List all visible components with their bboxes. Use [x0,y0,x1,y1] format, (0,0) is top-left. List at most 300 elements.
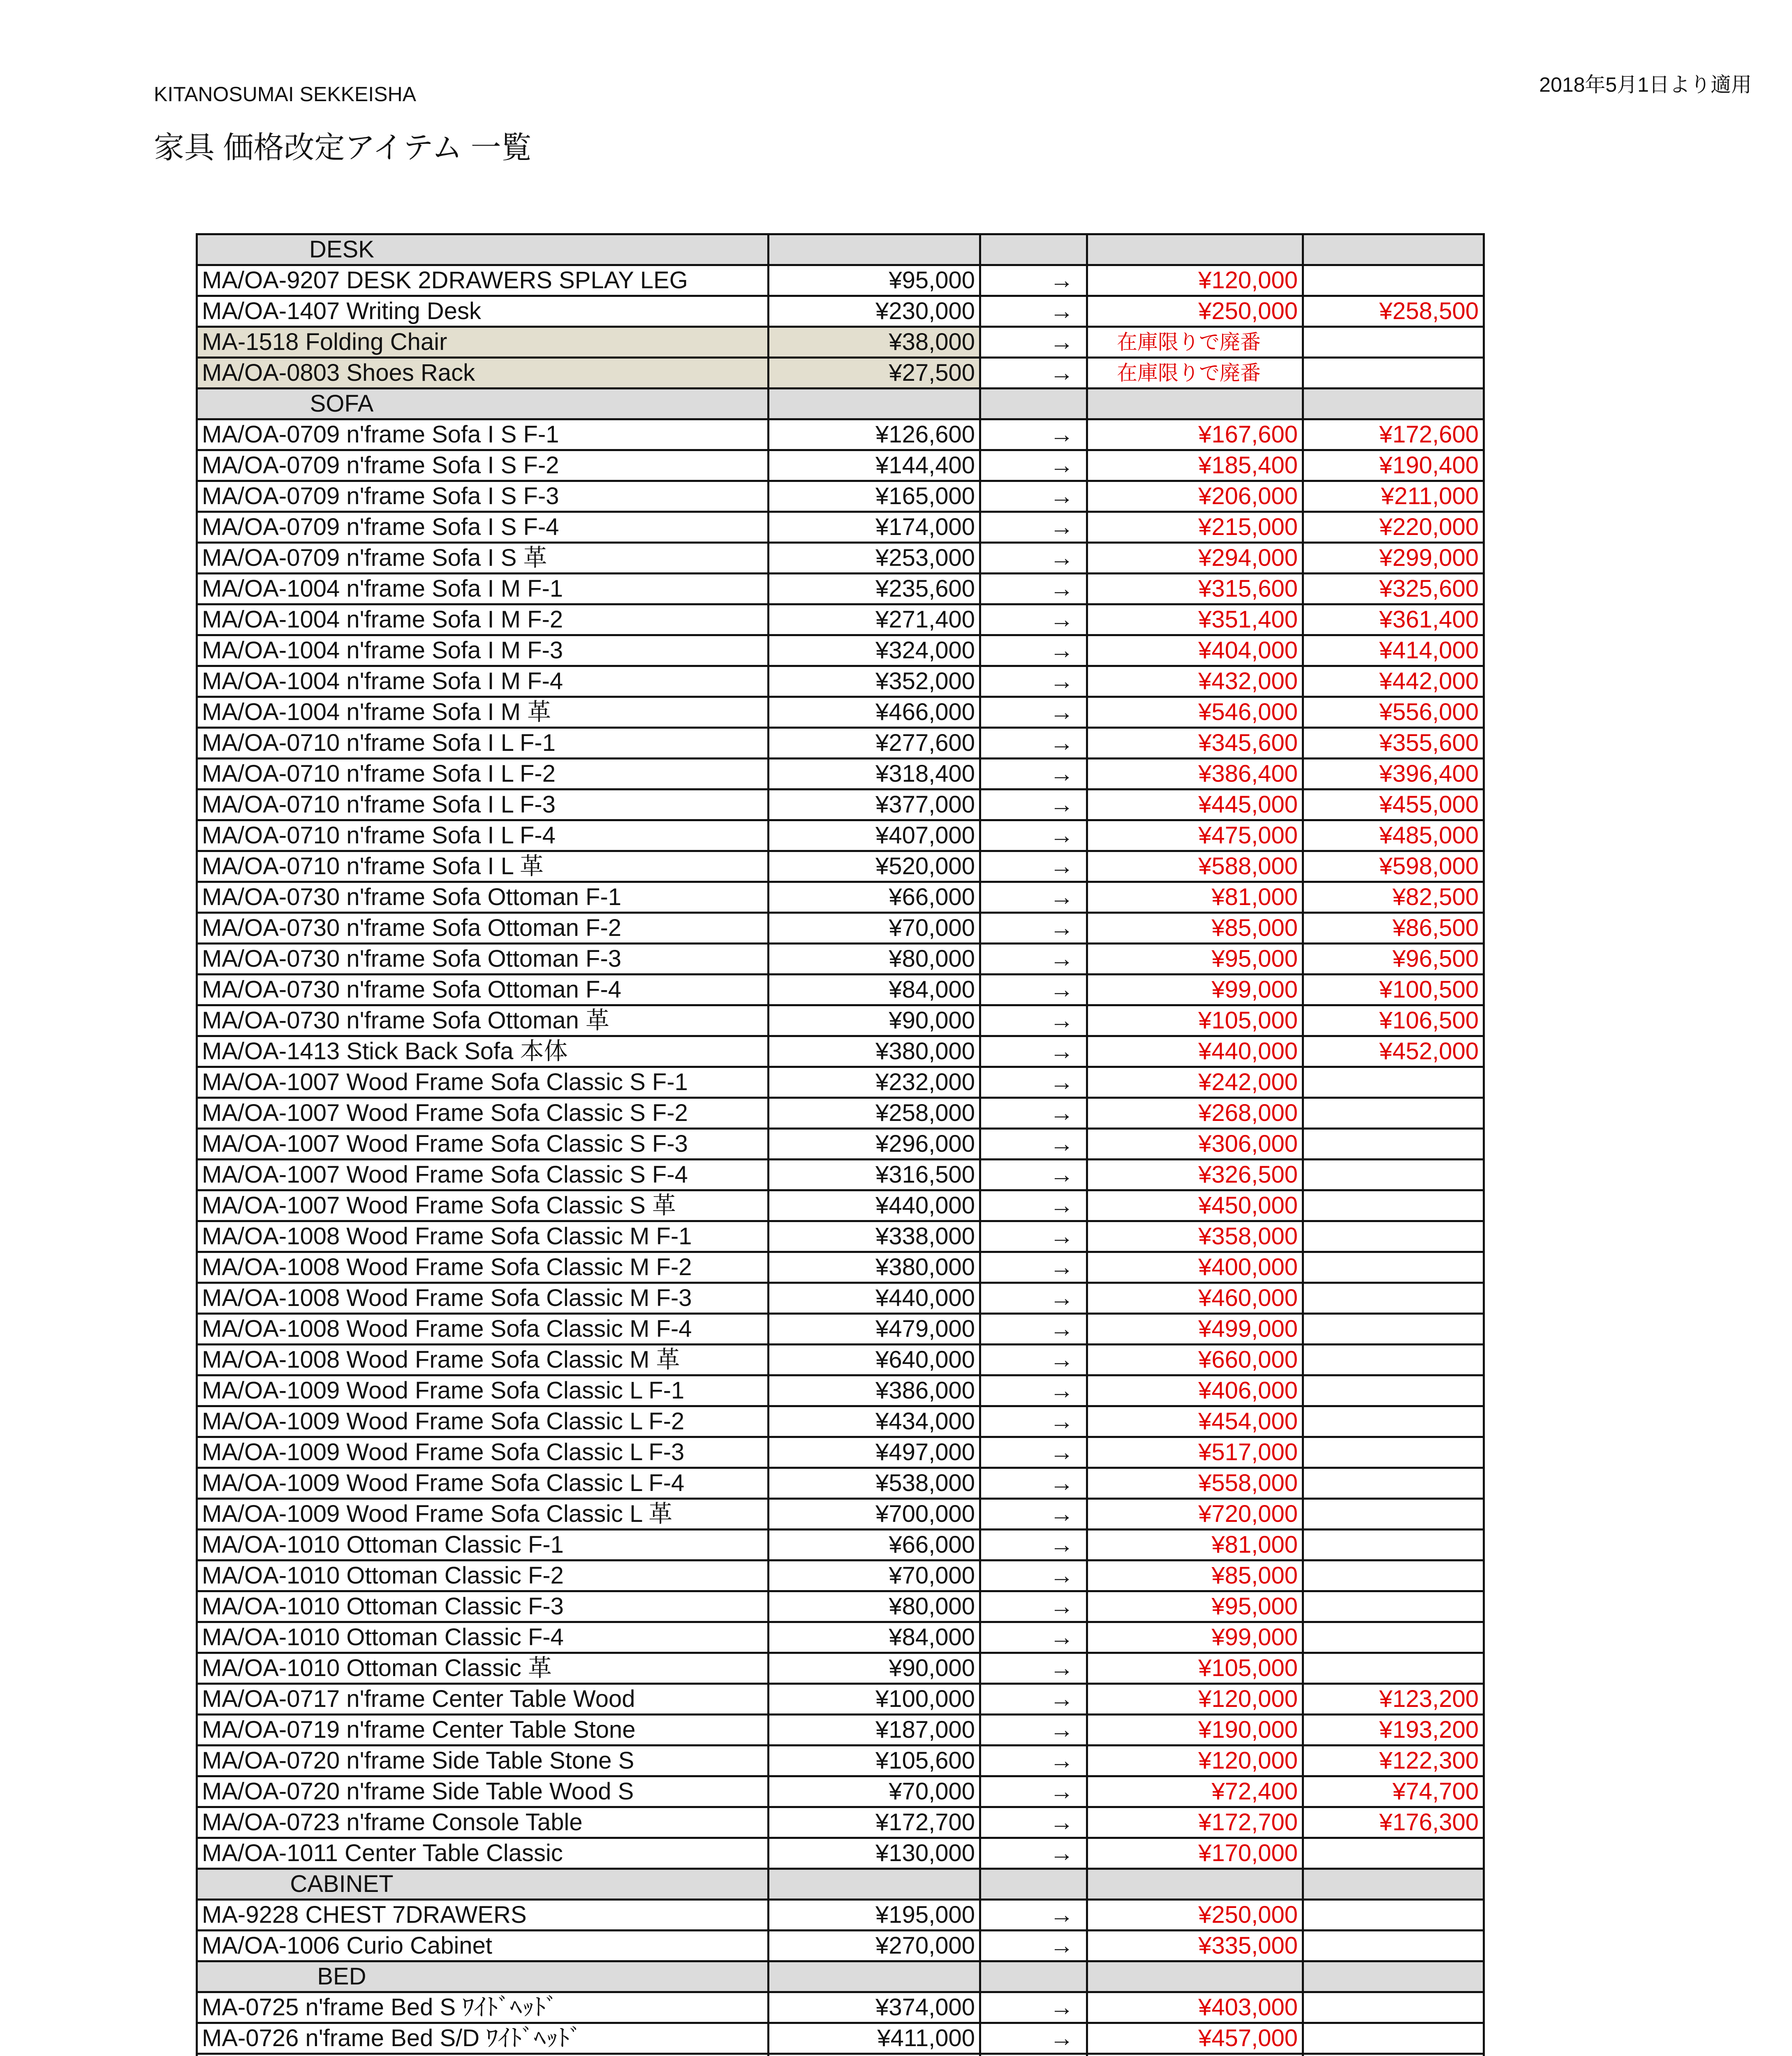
new-price: ¥72,400 [1087,1776,1303,1807]
current-price: ¥377,000 [769,790,980,820]
new-price: ¥358,000 [1087,1221,1303,1252]
new-price: ¥445,000 [1087,790,1303,820]
table-row [197,2054,1484,2056]
item-name: MA/OA-1010 Ottoman Classic F-2 [197,1561,769,1591]
current-price: ¥105,600 [769,1746,980,1776]
arrow-cell: → [980,1807,1087,1838]
arrow-cell: → [980,1530,1087,1561]
table-row [197,635,1484,666]
item-name: MA-0725 n'frame Bed S ﾜｲﾄﾞﾍｯﾄﾞ [197,1992,769,2023]
current-price: ¥318,400 [769,759,980,790]
arrow-cell: → [980,1746,1087,1776]
item-name: MA/OA-0730 n'frame Sofa Ottoman F-3 [197,944,769,975]
table-row [197,296,1484,327]
current-price: ¥520,000 [769,851,980,882]
item-name: MA/OA-0709 n'frame Sofa I S F-4 [197,512,769,543]
new-price-alt [1303,1468,1484,1499]
price-table-body [197,234,1484,2056]
item-name: MA/OA-1008 Wood Frame Sofa Classic M 革 [197,1345,769,1375]
new-price: ¥558,000 [1087,1468,1303,1499]
new-price-alt [1303,1622,1484,1653]
new-price-alt [1303,1067,1484,1098]
new-price-alt: ¥82,500 [1303,882,1484,913]
table-row [197,697,1484,728]
section-empty-cell [769,389,980,419]
new-price-alt: ¥325,600 [1303,574,1484,604]
new-price: ¥215,000 [1087,512,1303,543]
new-price-alt [1303,1591,1484,1622]
table-row [197,512,1484,543]
item-name: MA/OA-1007 Wood Frame Sofa Classic S F-3 [197,1129,769,1160]
new-price: ¥185,400 [1087,450,1303,481]
item-name: MA/OA-1413 Stick Back Sofa 本体 [197,1036,769,1067]
table-row [197,574,1484,604]
arrow-cell: → [980,1499,1087,1530]
arrow-cell: → [980,697,1087,728]
current-price: ¥380,000 [769,1036,980,1067]
table-row [197,1437,1484,1468]
section-empty-cell [1087,1961,1303,1992]
new-price: ¥588,000 [1087,851,1303,882]
item-name: MA/OA-0710 n'frame Sofa I L F-2 [197,759,769,790]
table-row [197,1653,1484,1684]
item-name: MA/OA-1008 Wood Frame Sofa Classic M F-1 [197,1221,769,1252]
table-row [197,1375,1484,1406]
brand-header: KITANOSUMAI SEKKEISHA [154,83,417,106]
new-price-alt: ¥396,400 [1303,759,1484,790]
current-price: ¥253,000 [769,543,980,574]
arrow-cell: → [980,1838,1087,1869]
new-price: ¥450,000 [1087,1190,1303,1221]
section-label-text: CABINET [290,1871,394,1897]
current-price: ¥100,000 [769,1684,980,1715]
current-price: ¥479,000 [769,1314,980,1345]
current-price: ¥66,000 [769,882,980,913]
item-name: MA/OA-0717 n'frame Center Table Wood [197,1684,769,1715]
section-empty-cell [980,1869,1087,1900]
new-price-alt: ¥190,400 [1303,450,1484,481]
item-name: MA/OA-0710 n'frame Sofa I L F-4 [197,820,769,851]
current-price: ¥66,000 [769,1530,980,1561]
item-name: MA/OA-1407 Writing Desk [197,296,769,327]
new-price: ¥403,000 [1087,1992,1303,2023]
arrow-cell: → [980,1098,1087,1129]
table-row [197,1931,1484,1961]
item-name: MA/OA-0720 n'frame Side Table Wood S [197,1776,769,1807]
section-label [197,389,769,419]
new-price: ¥190,000 [1087,1715,1303,1746]
section-empty-cell [980,389,1087,419]
item-name: MA/OA-0720 n'frame Side Table Stone S [197,1746,769,1776]
section-label [197,1961,769,1992]
arrow-cell: → [980,265,1087,296]
section-empty-cell [1087,389,1303,419]
item-name: MA/OA-1006 Curio Cabinet [197,1931,769,1961]
item-name: MA-9228 CHEST 7DRAWERS [197,1900,769,1931]
new-price-alt: ¥455,000 [1303,790,1484,820]
new-price: ¥660,000 [1087,1345,1303,1375]
arrow-cell: → [980,851,1087,882]
current-price: ¥258,000 [769,1098,980,1129]
new-price-alt: ¥299,000 [1303,543,1484,574]
new-price: ¥268,000 [1087,1098,1303,1129]
current-price: ¥466,000 [769,697,980,728]
item-name: MA/OA-0730 n'frame Sofa Ottoman F-4 [197,975,769,1005]
new-price-alt: ¥172,600 [1303,419,1484,450]
arrow-cell: → [980,1591,1087,1622]
item-name: MA/OA-1008 Wood Frame Sofa Classic M F-3 [197,1283,769,1314]
table-row [197,1345,1484,1375]
new-price-alt [1303,265,1484,296]
item-name: MA/OA-1009 Wood Frame Sofa Classic L F-1 [197,1375,769,1406]
new-price: ¥406,000 [1087,1375,1303,1406]
new-price: ¥460,000 [1087,1283,1303,1314]
item-name: MA/OA-0710 n'frame Sofa I L F-1 [197,728,769,759]
effective-date: 2018年5月1日より適用 [1539,73,1752,96]
new-price: ¥326,500 [1087,1160,1303,1190]
new-price [1087,2054,1303,2056]
new-price: ¥306,000 [1087,1129,1303,1160]
new-price: ¥167,600 [1087,419,1303,450]
new-price: ¥315,600 [1087,574,1303,604]
table-row [197,790,1484,820]
new-price-alt: ¥355,600 [1303,728,1484,759]
current-price [769,2054,980,2056]
item-name: MA/OA-0710 n'frame Sofa I L 革 [197,851,769,882]
current-price: ¥230,000 [769,296,980,327]
new-price: ¥294,000 [1087,543,1303,574]
item-name: MA/OA-1011 Center Table Classic [197,1838,769,1869]
table-row [197,1900,1484,1931]
table-row [197,882,1484,913]
new-price-alt: ¥123,200 [1303,1684,1484,1715]
item-name: MA/OA-1008 Wood Frame Sofa Classic M F-2 [197,1252,769,1283]
new-price-alt [1303,1406,1484,1437]
arrow-cell: → [980,1160,1087,1190]
item-name: MA-0726 n'frame Bed S/D ﾜｲﾄﾞﾍｯﾄﾞ [197,2023,769,2054]
discontinued-note: 在庫限りで廃番 [1087,327,1303,358]
table-row [197,1005,1484,1036]
current-price: ¥338,000 [769,1221,980,1252]
arrow-cell: → [980,543,1087,574]
arrow-cell: → [980,1375,1087,1406]
table-row [197,1067,1484,1098]
section-empty-cell [1303,1869,1484,1900]
item-name: MA/OA-0709 n'frame Sofa I S F-3 [197,481,769,512]
current-price: ¥95,000 [769,265,980,296]
new-price-alt: ¥220,000 [1303,512,1484,543]
new-price-alt [1303,1252,1484,1283]
item-name: MA/OA-0723 n'frame Console Table [197,1807,769,1838]
current-price: ¥270,000 [769,1931,980,1961]
arrow-cell: → [980,666,1087,697]
arrow-cell: → [980,1129,1087,1160]
new-price: ¥546,000 [1087,697,1303,728]
new-price: ¥170,000 [1087,1838,1303,1869]
new-price-alt: ¥122,300 [1303,1746,1484,1776]
arrow-cell: → [980,1776,1087,1807]
empty-cell [1303,358,1484,389]
table-row [197,327,1484,358]
new-price-alt: ¥556,000 [1303,697,1484,728]
table-row [197,1746,1484,1776]
arrow-cell: → [980,1283,1087,1314]
section-empty-cell [980,1961,1087,1992]
table-row [197,1591,1484,1622]
current-price: ¥538,000 [769,1468,980,1499]
arrow-cell: → [980,1653,1087,1684]
section-empty-cell [1087,234,1303,265]
section-header-row [197,234,1484,265]
new-price: ¥99,000 [1087,1622,1303,1653]
table-row [197,265,1484,296]
current-price: ¥434,000 [769,1406,980,1437]
current-price: ¥187,000 [769,1715,980,1746]
new-price: ¥105,000 [1087,1653,1303,1684]
section-empty-cell [1087,1869,1303,1900]
discontinued-note: 在庫限りで廃番 [1087,358,1303,389]
current-price: ¥90,000 [769,1005,980,1036]
arrow-cell: → [980,882,1087,913]
new-price-alt: ¥100,500 [1303,975,1484,1005]
table-row [197,543,1484,574]
current-price: ¥84,000 [769,1622,980,1653]
current-price: ¥640,000 [769,1345,980,1375]
section-label-text: BED [317,1963,366,1990]
new-price: ¥85,000 [1087,913,1303,944]
section-empty-cell [769,1961,980,1992]
new-price: ¥404,000 [1087,635,1303,666]
arrow-cell: → [980,913,1087,944]
new-price-alt [1303,1190,1484,1221]
current-price: ¥277,600 [769,728,980,759]
arrow-cell: → [980,1900,1087,1931]
new-price: ¥250,000 [1087,1900,1303,1931]
table-row [197,1499,1484,1530]
new-price-alt: ¥442,000 [1303,666,1484,697]
section-empty-cell [1303,1961,1484,1992]
table-row [197,1715,1484,1746]
item-name: MA/OA-1009 Wood Frame Sofa Classic L F-4 [197,1468,769,1499]
new-price: ¥475,000 [1087,820,1303,851]
item-name: MA/OA-1009 Wood Frame Sofa Classic L 革 [197,1499,769,1530]
arrow-cell: → [980,1067,1087,1098]
arrow-cell: → [980,1252,1087,1283]
section-header-row [197,1961,1484,1992]
arrow-cell: → [980,1715,1087,1746]
arrow-cell: → [980,1005,1087,1036]
new-price: ¥720,000 [1087,1499,1303,1530]
new-price-alt [1303,1345,1484,1375]
current-price: ¥440,000 [769,1190,980,1221]
section-header-row [197,389,1484,419]
new-price: ¥206,000 [1087,481,1303,512]
table-row [197,1838,1484,1869]
current-price: ¥90,000 [769,1653,980,1684]
table-row [197,419,1484,450]
new-price-alt: ¥211,000 [1303,481,1484,512]
section-empty-cell [769,1869,980,1900]
arrow-cell: → [980,296,1087,327]
item-name: MA/OA-1007 Wood Frame Sofa Classic S F-1 [197,1067,769,1098]
current-price: ¥316,500 [769,1160,980,1190]
current-price: ¥232,000 [769,1067,980,1098]
item-name: MA/OA-1007 Wood Frame Sofa Classic S 革 [197,1190,769,1221]
section-empty-cell [1303,234,1484,265]
table-row [197,1160,1484,1190]
new-price: ¥172,700 [1087,1807,1303,1838]
table-row [197,481,1484,512]
arrow-cell: → [980,728,1087,759]
arrow-cell: → [980,481,1087,512]
new-price: ¥95,000 [1087,944,1303,975]
section-empty-cell [1303,389,1484,419]
new-price-alt: ¥414,000 [1303,635,1484,666]
current-price: ¥374,000 [769,1992,980,2023]
new-price-alt [1303,1437,1484,1468]
new-price: ¥517,000 [1087,1437,1303,1468]
arrow-cell: → [980,1036,1087,1067]
table-row [197,1622,1484,1653]
item-name [197,2054,769,2056]
new-price: ¥335,000 [1087,1931,1303,1961]
current-price: ¥386,000 [769,1375,980,1406]
current-price: ¥27,500 [769,358,980,389]
arrow-cell: → [980,1931,1087,1961]
current-price: ¥235,600 [769,574,980,604]
item-name: MA/OA-1004 n'frame Sofa I M 革 [197,697,769,728]
arrow-cell: → [980,450,1087,481]
arrow-cell: → [980,1314,1087,1345]
new-price: ¥95,000 [1087,1591,1303,1622]
item-name: MA/OA-0710 n'frame Sofa I L F-3 [197,790,769,820]
item-name: MA/OA-1010 Ottoman Classic F-3 [197,1591,769,1622]
table-row [197,1036,1484,1067]
table-row [197,1098,1484,1129]
current-price: ¥126,600 [769,419,980,450]
new-price: ¥432,000 [1087,666,1303,697]
arrow-cell: → [980,1992,1087,2023]
current-price: ¥172,700 [769,1807,980,1838]
new-price-alt [1303,1375,1484,1406]
arrow-cell: → [980,1684,1087,1715]
item-name: MA/OA-1004 n'frame Sofa I M F-4 [197,666,769,697]
current-price: ¥174,000 [769,512,980,543]
current-price: ¥144,400 [769,450,980,481]
item-name: MA/OA-0803 Shoes Rack [197,358,769,389]
item-name: MA/OA-0730 n'frame Sofa Ottoman 革 [197,1005,769,1036]
new-price: ¥120,000 [1087,1746,1303,1776]
new-price: ¥386,400 [1087,759,1303,790]
arrow-cell: → [980,419,1087,450]
arrow-cell: → [980,820,1087,851]
table-row [197,1252,1484,1283]
item-name: MA/OA-1008 Wood Frame Sofa Classic M F-4 [197,1314,769,1345]
section-empty-cell [980,234,1087,265]
item-name: MA/OA-1009 Wood Frame Sofa Classic L F-2 [197,1406,769,1437]
item-name: MA/OA-1004 n'frame Sofa I M F-1 [197,574,769,604]
arrow-cell: → [980,759,1087,790]
new-price-alt [1303,1129,1484,1160]
new-price: ¥242,000 [1087,1067,1303,1098]
new-price-alt [1303,1530,1484,1561]
item-name: MA/OA-0709 n'frame Sofa I S F-1 [197,419,769,450]
page-title: 家具 価格改定アイテム 一覧 [154,130,532,164]
section-header-row [197,1869,1484,1900]
new-price-alt [1303,1992,1484,2023]
item-name: MA/OA-1007 Wood Frame Sofa Classic S F-4 [197,1160,769,1190]
section-empty-cell [769,234,980,265]
arrow-cell [980,2054,1087,2056]
price-table [196,233,1485,2056]
current-price: ¥352,000 [769,666,980,697]
item-name: MA/OA-0719 n'frame Center Table Stone [197,1715,769,1746]
current-price: ¥700,000 [769,1499,980,1530]
item-name: MA/OA-0730 n'frame Sofa Ottoman F-2 [197,913,769,944]
new-price: ¥81,000 [1087,882,1303,913]
table-row [197,1530,1484,1561]
new-price: ¥81,000 [1087,1530,1303,1561]
new-price: ¥499,000 [1087,1314,1303,1345]
current-price: ¥411,000 [769,2023,980,2054]
section-label-text: SOFA [310,390,374,417]
table-row [197,759,1484,790]
new-price-alt: ¥452,000 [1303,1036,1484,1067]
new-price-alt [1303,1221,1484,1252]
current-price: ¥271,400 [769,604,980,635]
item-name: MA/OA-1007 Wood Frame Sofa Classic S F-2 [197,1098,769,1129]
item-name: MA/OA-0730 n'frame Sofa Ottoman F-1 [197,882,769,913]
new-price-alt: ¥598,000 [1303,851,1484,882]
arrow-cell: → [980,1221,1087,1252]
table-row [197,1190,1484,1221]
new-price-alt: ¥361,400 [1303,604,1484,635]
new-price-alt: ¥96,500 [1303,944,1484,975]
current-price: ¥440,000 [769,1283,980,1314]
table-row [197,1992,1484,2023]
table-row [197,1406,1484,1437]
new-price-alt: ¥106,500 [1303,1005,1484,1036]
new-price: ¥120,000 [1087,265,1303,296]
current-price: ¥497,000 [769,1437,980,1468]
new-price: ¥454,000 [1087,1406,1303,1437]
arrow-cell: → [980,512,1087,543]
section-label-text: DESK [309,236,374,263]
current-price: ¥70,000 [769,913,980,944]
new-price-alt: ¥86,500 [1303,913,1484,944]
arrow-cell: → [980,1622,1087,1653]
current-price: ¥70,000 [769,1561,980,1591]
current-price: ¥70,000 [769,1776,980,1807]
current-price: ¥130,000 [769,1838,980,1869]
arrow-cell: → [980,1561,1087,1591]
arrow-cell: → [980,604,1087,635]
new-price-alt [1303,1653,1484,1684]
new-price: ¥440,000 [1087,1036,1303,1067]
table-row [197,1283,1484,1314]
item-name: MA/OA-0709 n'frame Sofa I S F-2 [197,450,769,481]
item-name: MA/OA-1010 Ottoman Classic F-4 [197,1622,769,1653]
new-price: ¥85,000 [1087,1561,1303,1591]
item-name: MA/OA-0709 n'frame Sofa I S 革 [197,543,769,574]
arrow-cell: → [980,790,1087,820]
item-name: MA/OA-1004 n'frame Sofa I M F-2 [197,604,769,635]
new-price: ¥400,000 [1087,1252,1303,1283]
new-price-alt: ¥193,200 [1303,1715,1484,1746]
arrow-cell: → [980,944,1087,975]
table-row [197,851,1484,882]
current-price: ¥165,000 [769,481,980,512]
